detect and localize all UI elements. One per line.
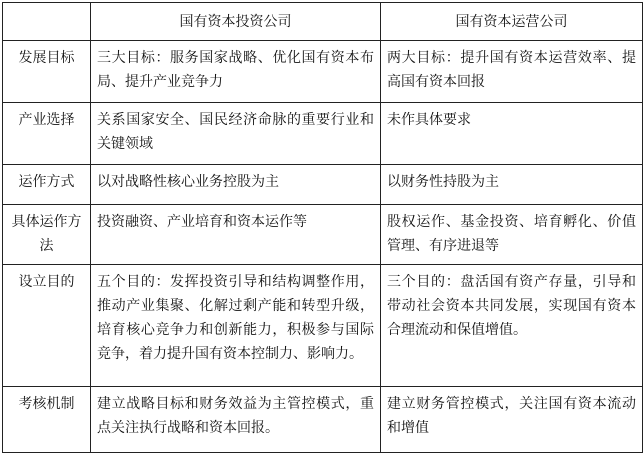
- comparison-table: [2, 2, 643, 453]
- cell-investment: 建立战略目标和财务效益为主管控模式，重点关注执行战略和资本回报。: [91, 387, 381, 453]
- row-label: 产业选择: [3, 103, 91, 165]
- table-row-industry-selection: [3, 103, 643, 165]
- cell-operation: 以财务性持股为主: [381, 165, 643, 205]
- table-row-operation-method: [3, 205, 643, 265]
- cell-operation: 两大目标：提升国有资本运营效率、提高国有资本回报: [381, 41, 643, 103]
- cell-investment: 关系国家安全、国民经济命脉的重要行业和关键领域: [91, 103, 381, 165]
- row-label: 考核机制: [3, 387, 91, 453]
- table-row-operation-mode: [3, 165, 643, 205]
- row-label: 运作方式: [3, 165, 91, 205]
- table-row-evaluation-mechanism: [3, 387, 643, 453]
- cell-investment: 五个目的：发挥投资引导和结构调整作用，推动产业集聚、化解过剩产能和转型升级，培育核心竞争力和创新能力，积极参与国际竞争，着力提升国有资本控制力、影响力。: [91, 265, 381, 387]
- cell-operation: 建立财务管控模式，关注国有资本流动和增值: [381, 387, 643, 453]
- cell-investment: 投资融资、产业培育和资本运作等: [91, 205, 381, 265]
- row-label: 具体运作方法: [3, 205, 91, 265]
- row-label: 设立目的: [3, 265, 91, 387]
- corner-cell: [3, 3, 91, 41]
- header-investment-company: 国有资本投资公司: [91, 3, 381, 41]
- header-operation-company: 国有资本运营公司: [381, 3, 643, 41]
- cell-investment: 以对战略性核心业务控股为主: [91, 165, 381, 205]
- cell-operation: 未作具体要求: [381, 103, 643, 165]
- row-label: 发展目标: [3, 41, 91, 103]
- cell-operation: 股权运作、基金投资、培育孵化、价值管理、有序进退等: [381, 205, 643, 265]
- cell-investment: 三大目标：服务国家战略、优化国有资本布局、提升产业竞争力: [91, 41, 381, 103]
- table-row-development-goal: [3, 41, 643, 103]
- table-header-row: [3, 3, 643, 41]
- table-row-establishment-purpose: [3, 265, 643, 387]
- cell-operation: 三个目的：盘活国有资产存量，引导和带动社会资本共同发展，实现国有资本合理流动和保值增值。: [381, 265, 643, 387]
